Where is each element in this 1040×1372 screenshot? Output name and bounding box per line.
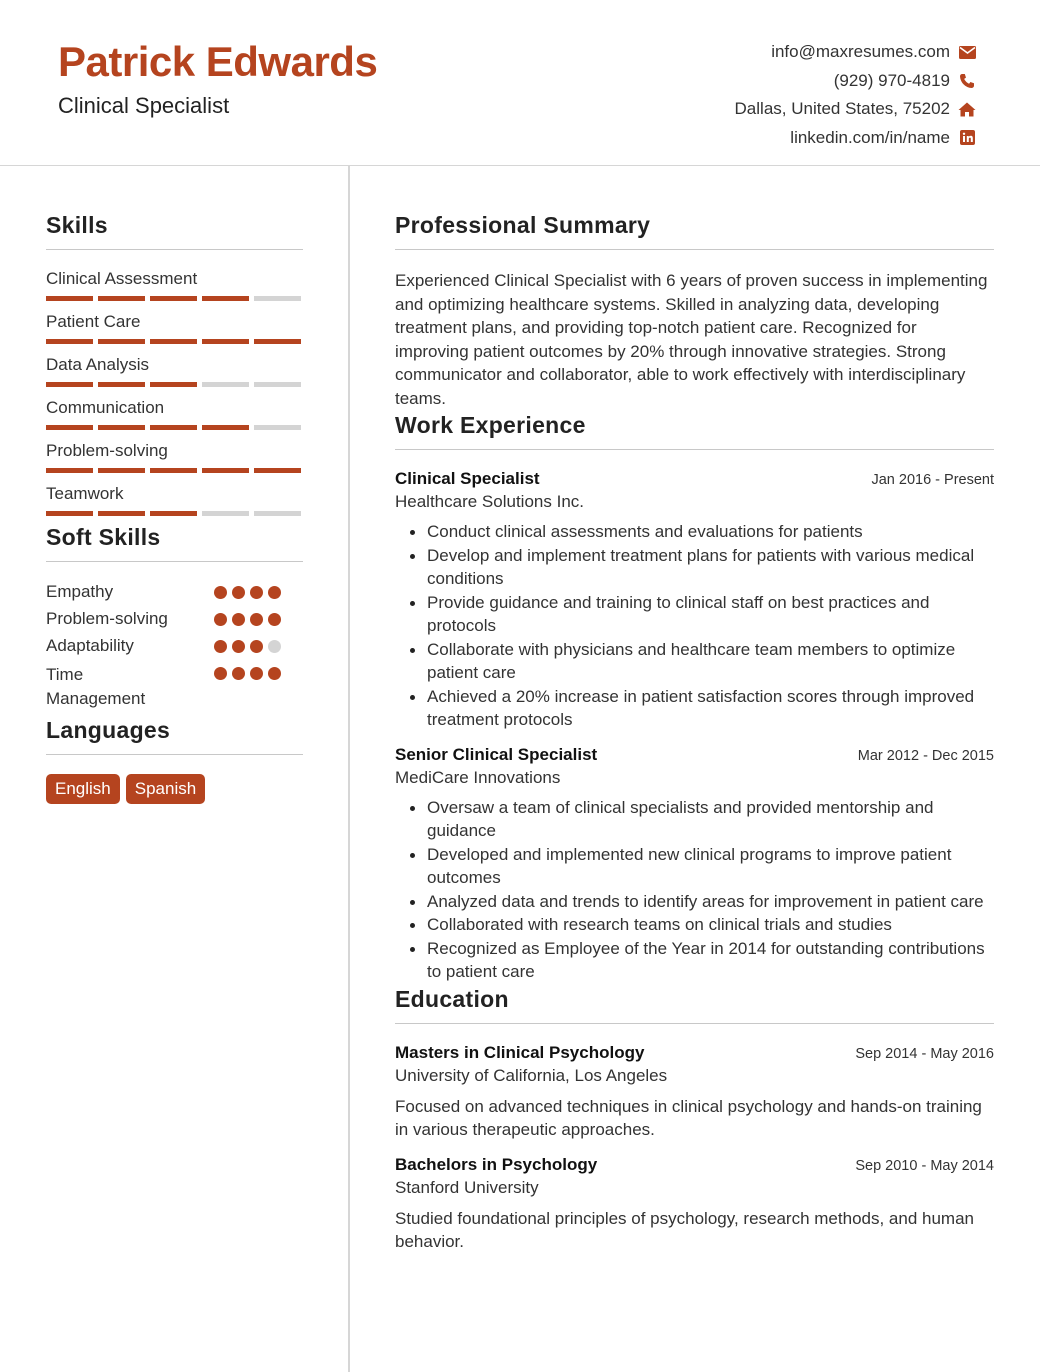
job-entry [395, 745, 994, 984]
soft-skills-rule [46, 561, 303, 562]
job-bullet: Conduct clinical assessments and evaluations for patients [395, 520, 994, 544]
skill-item [46, 355, 303, 387]
contact-email[interactable] [735, 38, 976, 67]
skill-item [46, 441, 303, 473]
rating-dot [268, 640, 281, 653]
column-divider [348, 166, 350, 1372]
soft-skill-name: Time Management [46, 665, 146, 708]
soft-skill-rating [214, 663, 281, 680]
education-dates: Sep 2014 - May 2016 [855, 1045, 994, 1062]
education-description: Focused on advanced techniques in clinical psychology and hands-on training in various therapeutic approaches. [395, 1096, 982, 1139]
job-title: Senior Clinical Specialist [395, 744, 598, 764]
rating-dot [250, 613, 263, 626]
skill-level-segment [98, 511, 145, 516]
soft-skill-item [46, 636, 303, 656]
job-bullets [395, 796, 994, 984]
rating-dot [268, 613, 281, 626]
rating-dot [250, 586, 263, 599]
education-dates: Sep 2010 - May 2014 [855, 1157, 994, 1174]
summary-rule [395, 249, 994, 250]
main-content [395, 166, 994, 1254]
job-bullet: Collaborated with research teams on clinical trials and studies [395, 913, 994, 937]
skill-level-bar [46, 382, 303, 387]
skill-item [46, 312, 303, 344]
skills-section [46, 212, 303, 516]
skill-level-segment [254, 339, 301, 344]
rating-dot [232, 640, 245, 653]
soft-skill-rating [214, 582, 281, 599]
soft-skill-item [46, 663, 303, 711]
linkedin-icon [958, 129, 976, 147]
skill-level-segment [202, 425, 249, 430]
education-section [395, 986, 994, 1254]
skill-level-bar [46, 339, 303, 344]
education-heading: Education [395, 985, 509, 1012]
skill-level-segment [98, 339, 145, 344]
skill-level-segment [150, 425, 197, 430]
education-description: Studied foundational principles of psychology, research methods, and human behavior. [395, 1208, 974, 1251]
job-bullet: Analyzed data and trends to identify areas for improvement in patient care [395, 890, 994, 914]
skill-level-segment [254, 382, 301, 387]
rating-dot [250, 640, 263, 653]
skill-level-bar [46, 511, 303, 516]
skill-level-segment [98, 468, 145, 473]
rating-dot [214, 613, 227, 626]
soft-skill-rating [214, 609, 281, 626]
skill-level-segment [150, 468, 197, 473]
education-entry [395, 1155, 994, 1254]
rating-dot [232, 613, 245, 626]
soft-skill-rating [214, 636, 281, 653]
contact-phone[interactable] [735, 67, 976, 96]
rating-dot [214, 586, 227, 599]
experience-section [395, 412, 994, 984]
degree-title: Bachelors in Psychology [395, 1154, 598, 1174]
envelope-icon [958, 43, 976, 61]
skill-name: Teamwork [46, 484, 124, 503]
skill-level-segment [150, 339, 197, 344]
rating-dot [214, 640, 227, 653]
rating-dot [250, 667, 263, 680]
skill-level-segment [202, 382, 249, 387]
job-company: Healthcare Solutions Inc. [395, 492, 584, 511]
job-company: MediCare Innovations [395, 767, 561, 787]
skill-level-segment [202, 339, 249, 344]
skill-name: Patient Care [46, 312, 141, 331]
rating-dot [268, 586, 281, 599]
contact-list [735, 38, 976, 152]
skill-name: Problem-solving [46, 441, 168, 460]
skill-level-segment [98, 382, 145, 387]
skill-level-segment [150, 511, 197, 516]
rating-dot [232, 667, 245, 680]
skill-name: Data Analysis [46, 355, 149, 374]
skill-level-segment [98, 296, 145, 301]
skill-level-segment [202, 296, 249, 301]
job-entry [395, 469, 994, 732]
resume-header [0, 0, 1040, 166]
experience-rule [395, 449, 994, 450]
language-tag: Spanish [126, 774, 205, 804]
rating-dot [214, 667, 227, 680]
job-bullet: Achieved a 20% increase in patient satisfaction scores through improved treatment protocols [395, 685, 994, 732]
soft-skills-section [46, 524, 303, 711]
job-bullet: Developed and implemented new clinical programs to improve patient outcomes [395, 843, 994, 890]
summary-heading: Professional Summary [395, 212, 651, 238]
contact-linkedin[interactable] [735, 124, 976, 153]
job-title: Clinical Specialist [395, 469, 540, 488]
contact-email-text: info@maxresumes.com [771, 42, 950, 62]
skill-level-segment [254, 511, 301, 516]
skill-level-segment [46, 468, 93, 473]
school-name: University of California, Los Angeles [395, 1065, 668, 1085]
skill-level-segment [46, 511, 93, 516]
skill-level-bar [46, 425, 303, 430]
skill-level-bar [46, 296, 303, 301]
summary-text: Experienced Clinical Specialist with 6 years of proven success in implementing and optimizing healthcare systems. Skilled in analyzing data, developing treatment plans, and providing top-notch patient care. Recognized for improving patient outcomes by 20% through innovative strategies. Strong communicator and collaborator, able to work effectively with interdisciplinary teams. [395, 271, 988, 408]
rating-dot [232, 586, 245, 599]
skill-level-segment [98, 425, 145, 430]
skill-level-segment [202, 511, 249, 516]
job-bullet: Recognized as Employee of the Year in 2014 for outstanding contributions to patient care [395, 937, 994, 984]
skill-level-segment [46, 425, 93, 430]
summary-section [395, 212, 994, 410]
sidebar [46, 166, 303, 804]
soft-skill-name: Problem-solving [46, 609, 168, 628]
contact-linkedin-text: linkedin.com/in/name [790, 127, 950, 147]
skill-name: Communication [46, 398, 165, 417]
education-entry [395, 1043, 994, 1142]
languages-heading: Languages [46, 717, 171, 743]
skill-item [46, 484, 303, 516]
language-tag: English [46, 774, 120, 804]
soft-skill-name: Empathy [46, 582, 114, 601]
skill-level-bar [46, 468, 303, 473]
skill-level-segment [150, 382, 197, 387]
soft-skill-item [46, 609, 303, 629]
job-bullet: Oversaw a team of clinical specialists and provided mentorship and guidance [395, 796, 994, 843]
job-dates: Mar 2012 - Dec 2015 [857, 747, 994, 764]
skills-heading: Skills [46, 212, 108, 238]
languages-section [46, 717, 303, 804]
job-bullet: Develop and implement treatment plans for patients with various medical conditions [395, 544, 994, 591]
candidate-title: Clinical Specialist [58, 93, 230, 118]
skill-level-segment [254, 425, 301, 430]
skill-level-segment [46, 339, 93, 344]
skill-name: Clinical Assessment [46, 269, 198, 288]
skill-item [46, 269, 303, 301]
contact-address [735, 95, 976, 124]
skill-level-segment [202, 468, 249, 473]
skill-level-segment [46, 296, 93, 301]
contact-phone-text: (929) 970-4819 [833, 70, 950, 90]
education-rule [395, 1023, 994, 1024]
job-bullet: Provide guidance and training to clinical staff on best practices and protocols [395, 591, 994, 638]
soft-skill-name: Adaptability [46, 636, 134, 655]
job-dates: Jan 2016 - Present [871, 472, 994, 488]
phone-icon [958, 72, 976, 90]
job-bullet: Collaborate with physicians and healthcare team members to optimize patient care [395, 638, 994, 685]
skill-item [46, 398, 303, 430]
experience-heading: Work Experience [395, 412, 586, 438]
school-name: Stanford University [395, 1177, 539, 1197]
contact-address-text: Dallas, United States, 75202 [734, 99, 950, 119]
candidate-name: Patrick Edwards [58, 38, 378, 85]
home-icon [958, 100, 976, 118]
rating-dot [268, 667, 281, 680]
language-list [46, 774, 303, 804]
skill-level-segment [254, 468, 301, 473]
skill-level-segment [46, 382, 93, 387]
skill-level-segment [150, 296, 197, 301]
degree-title: Masters in Clinical Psychology [395, 1042, 645, 1062]
soft-skill-item [46, 582, 303, 602]
skills-rule [46, 249, 303, 250]
skill-level-segment [254, 296, 301, 301]
job-bullets [395, 520, 994, 732]
languages-rule [46, 754, 303, 755]
soft-skills-heading: Soft Skills [46, 524, 161, 550]
